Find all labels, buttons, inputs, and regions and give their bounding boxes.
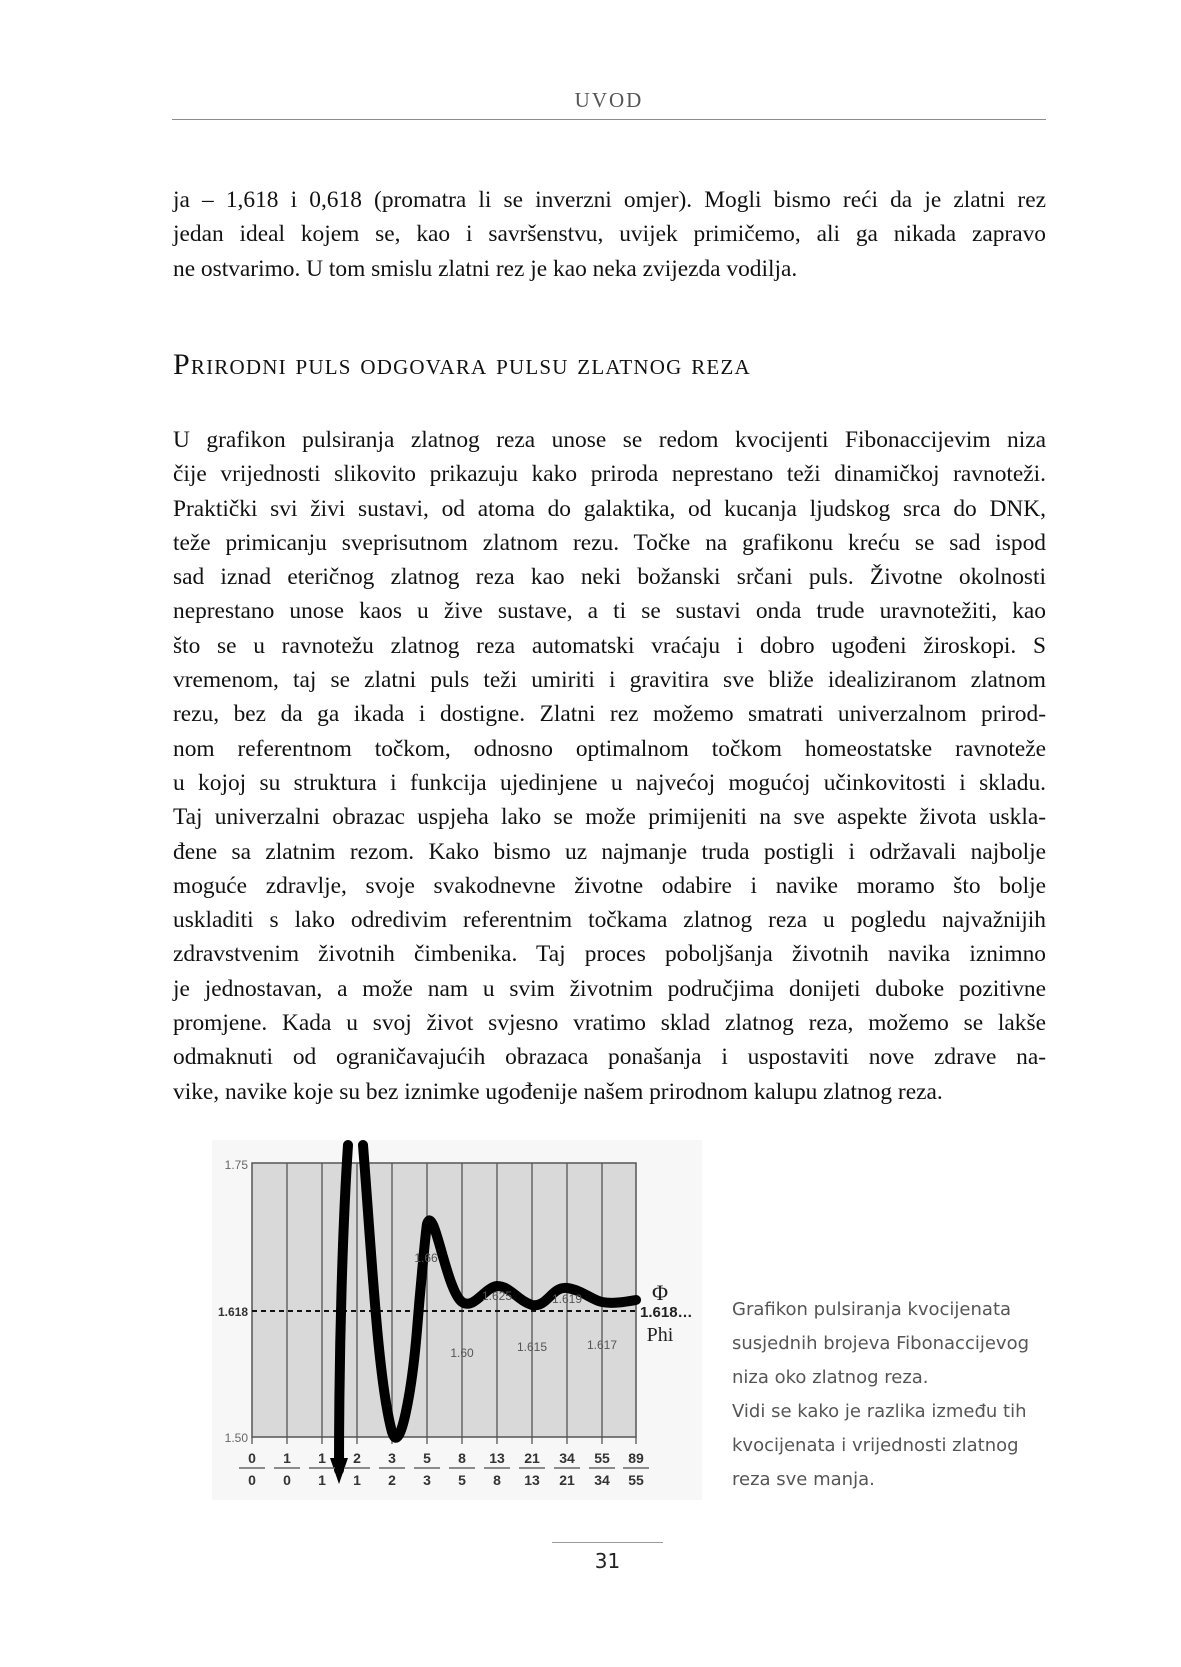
text-line: je jednostavan, a može nam u svim životnim područjima donijeti duboke pozitivne bbox=[173, 975, 1046, 1002]
text-line: odmaknuti od ograničavajućih obrazaca ponašanja i uspostaviti nove zdrave na- bbox=[173, 1044, 1046, 1071]
fraction-denominator: 13 bbox=[524, 1472, 540, 1488]
peak-label: 1.625 bbox=[481, 1289, 513, 1303]
fraction-denominator: 21 bbox=[559, 1472, 575, 1488]
text-line: ne ostvarimo. U tom smislu zlatni rez je kao neka zvijezda vodilja. bbox=[173, 255, 798, 282]
text-line: ja – 1,618 i 0,618 (promatra li se inverzni omjer). Mogli bismo reći da je zlatni rez bbox=[173, 187, 1046, 213]
text-line: U grafikon pulsiranja zlatnog reza unose se redom kvocijenti Fibonaccijevim niza bbox=[173, 427, 1046, 453]
fraction-numerator: 3 bbox=[388, 1450, 396, 1466]
footer-rule bbox=[552, 1542, 663, 1543]
fraction-denominator: 1 bbox=[353, 1472, 361, 1488]
fraction-numerator: 8 bbox=[458, 1450, 466, 1466]
golden-ratio-pulse-chart bbox=[212, 1140, 702, 1500]
text-line: uskladiti s lako odredivim referentnim točkama zlatnog reza u pogledu najvažnijih bbox=[173, 907, 1046, 934]
text-line: Taj univerzalni obrazac uspjeha lako se može primijeniti na sve aspekte života uskla- bbox=[173, 804, 1046, 831]
fraction-numerator: 13 bbox=[489, 1450, 505, 1466]
text-line: čije vrijednosti slikovito prikazuju kako priroda neprestano teži dinamičkoj ravnoteži. bbox=[173, 461, 1046, 488]
body-paragraph bbox=[173, 423, 1046, 1109]
caption-line: kvocijenata i vrijednosti zlatnog bbox=[732, 1435, 1019, 1456]
fraction-denominator: 3 bbox=[423, 1472, 431, 1488]
text-line: jedan ideal kojem se, kao i savršenstvu, uvijek primičemo, ali ga nikada zapravo bbox=[173, 221, 1046, 248]
figure-caption bbox=[732, 1293, 1052, 1497]
caption-line: susjednih brojeva Fibonaccijevog bbox=[732, 1333, 1030, 1354]
phi-value: 1.618… bbox=[640, 1304, 693, 1321]
section-heading: Prirodni puls odgovara pulsu zlatnog reza bbox=[173, 348, 751, 381]
phi-name: Phi bbox=[646, 1324, 674, 1346]
fraction-numerator: 5 bbox=[423, 1450, 431, 1466]
text-line: što se u ravnotežu zlatnog reza automatski vraćaju i dobro ugođeni žiroskopi. S bbox=[173, 632, 1046, 659]
y-tick-1-618: 1.618 bbox=[217, 1305, 248, 1319]
trough-label: 1.617 bbox=[586, 1338, 618, 1352]
fraction-denominator: 8 bbox=[493, 1472, 501, 1488]
text-line: rezu, bez da ga ikada i dostigne. Zlatni rez možemo smatrati univerzalnom prirod- bbox=[173, 701, 1046, 728]
down-arrow-icon bbox=[330, 1458, 348, 1484]
fraction-numerator: 0 bbox=[248, 1450, 256, 1466]
caption-line: niza oko zlatnog reza. bbox=[732, 1367, 929, 1388]
text-line: u kojoj su struktura i funkcija ujedinjene u najvećoj mogućoj učinkovitosti i skladu. bbox=[173, 769, 1046, 796]
text-line: promjene. Kada u svoj život svjesno vratimo sklad zlatnog reza, možemo se lakše bbox=[173, 1010, 1046, 1037]
fraction-numerator: 1 bbox=[318, 1450, 326, 1466]
fraction-numerator: 21 bbox=[524, 1450, 540, 1466]
intro-paragraph bbox=[173, 183, 1046, 286]
text-line: zdravstvenim životnih čimbenika. Taj proces poboljšanja životnih navika iznimno bbox=[173, 941, 1046, 968]
text-line: vremenom, taj se zlatni puls teži umiriti i gravitira sve bliže idealiziranom zlatnom bbox=[173, 667, 1046, 694]
trough-label: 1.60 bbox=[450, 1346, 474, 1360]
text-line: moguće zdravlje, svoje svakodnevne životne odabire i navike moramo što bolje bbox=[173, 872, 1046, 899]
running-head: UVOD bbox=[574, 88, 644, 112]
page-number: 31 bbox=[594, 1549, 621, 1573]
fraction-numerator: 55 bbox=[594, 1450, 610, 1466]
y-tick-1-50: 1.50 bbox=[224, 1431, 248, 1445]
fraction-numerator: 2 bbox=[353, 1450, 361, 1466]
phi-symbol: Φ bbox=[651, 1280, 669, 1305]
trough-label: 1.615 bbox=[516, 1340, 548, 1354]
fraction-denominator: 5 bbox=[458, 1472, 466, 1488]
fraction-denominator: 0 bbox=[248, 1472, 256, 1488]
text-line: teže primicanju sveprisutnom zlatnom rezu. Točke na grafikonu kreću se sad ispod bbox=[173, 529, 1046, 556]
fraction-denominator: 0 bbox=[283, 1472, 291, 1488]
caption-line: Grafikon pulsiranja kvocijenata bbox=[732, 1299, 1012, 1320]
fraction-denominator: 2 bbox=[388, 1472, 396, 1488]
y-tick-1-75: 1.75 bbox=[224, 1158, 248, 1172]
text-line: nom referentnom točkom, odnosno optimalnom točkom homeostatske ravnoteže bbox=[173, 735, 1046, 762]
peak-label: 1.66 bbox=[414, 1251, 438, 1265]
fraction-denominator: 34 bbox=[594, 1472, 610, 1488]
peak-label: 1.619 bbox=[551, 1292, 583, 1306]
fraction-denominator: 55 bbox=[628, 1472, 644, 1488]
caption-line: Vidi se kako je razlika između tih bbox=[732, 1401, 1027, 1422]
fraction-numerator: 89 bbox=[628, 1450, 644, 1466]
text-line: sad iznad eteričnog zlatnog reza kao neki božanski srčani puls. Životne okolnosti bbox=[173, 564, 1046, 591]
caption-line: reza sve manja. bbox=[732, 1469, 875, 1490]
text-line: vike, navike koje su bez iznimke ugođenije našem prirodnom kalupu zlatnog reza. bbox=[173, 1078, 943, 1105]
fraction-numerator: 1 bbox=[283, 1450, 291, 1466]
header-rule bbox=[172, 119, 1046, 120]
text-line: đene sa zlatnim rezom. Kako bismo uz najmanje truda postigli i održavali najbolje bbox=[173, 838, 1046, 865]
fraction-numerator: 34 bbox=[559, 1450, 575, 1466]
text-line: neprestano unose kaos u žive sustave, a ti se sustavi onda trude uravnotežiti, kao bbox=[173, 598, 1046, 625]
text-line: Praktički svi živi sustavi, od atoma do galaktika, od kucanja ljudskog srca do DNK, bbox=[173, 495, 1046, 522]
fraction-denominator: 1 bbox=[318, 1472, 326, 1488]
